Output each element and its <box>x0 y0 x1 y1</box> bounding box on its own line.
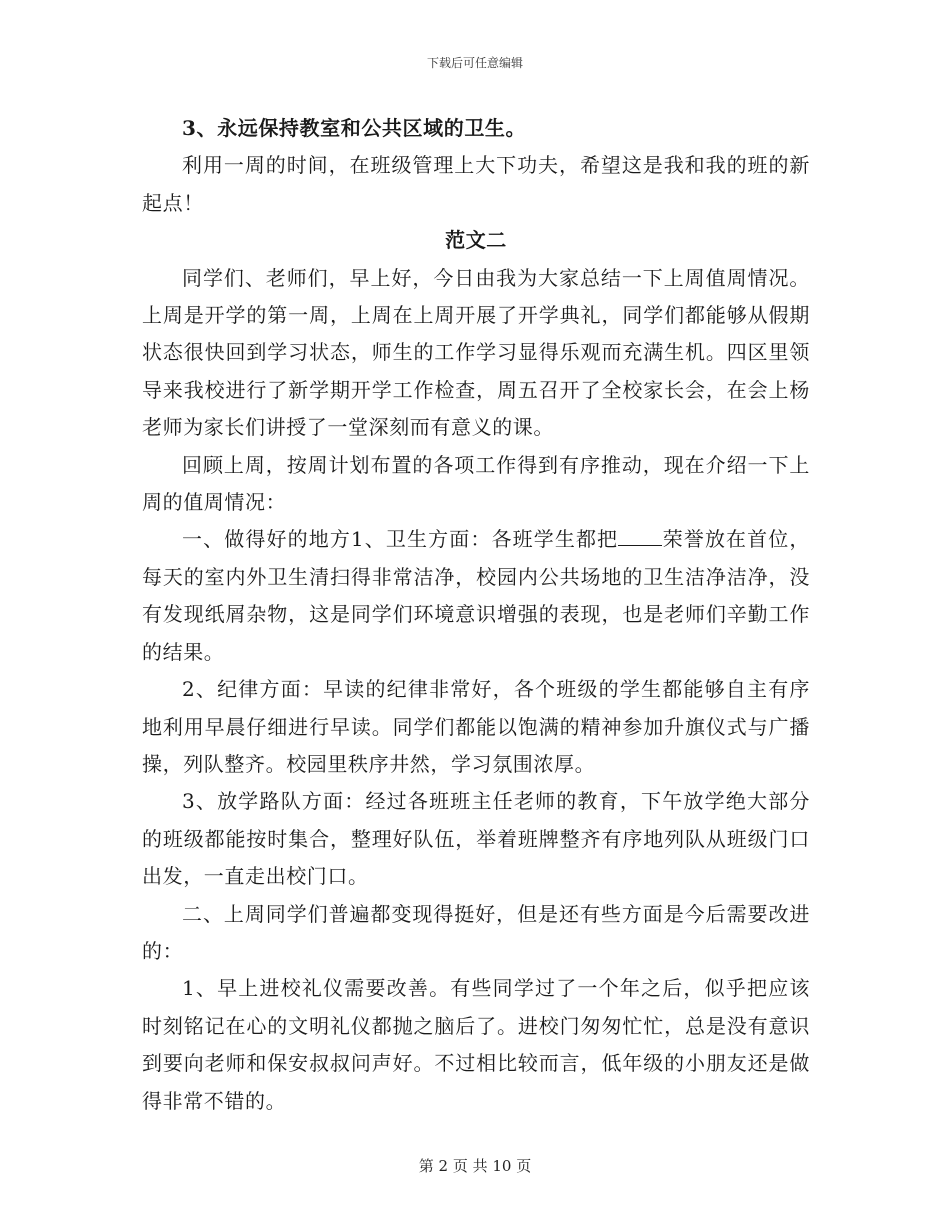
paragraph-intro: 利用一周的时间，在班级管理上大下功夫，希望这是我和我的班的新起点！ <box>142 153 810 215</box>
paragraph-hygiene-part-a: 一、做得好的地方1、卫生方面：各班学生都把 <box>182 527 619 552</box>
header-note: 下载后可任意编辑 <box>426 56 523 70</box>
paragraph-review: 回顾上周，按周计划布置的各项工作得到有序推动，现在介绍一下上周的值周情况： <box>142 452 810 515</box>
section-title: 范文二 <box>445 228 507 253</box>
paragraph-hygiene <box>142 521 810 671</box>
document-body <box>142 110 810 1120</box>
page-number: 第 2 页 共 10 页 <box>418 1157 532 1175</box>
paragraph-etiquette: 1、早上进校礼仪需要改善。有些同学过了一个年之后，似乎把应该时刻铭记在心的文明礼仪都抛之脑后了。进校门匆匆忙忙，总是没有意识到要向老师和保安叔叔问声好。不过相比较而言，低年级的小朋友还是做得非常不错的。 <box>142 976 810 1113</box>
paragraph-hygiene-part-b: 荣誉放在首位，每天的室内外卫生清扫得非常洁净，校园内公共场地的卫生洁净洁净，没有发现纸屑杂物，这是同学们环境意识增强的表现，也是老师们辛勤工作的结果。 <box>142 527 811 664</box>
fill-in-blank <box>618 526 662 546</box>
list-item-heading: 3、永远保持教室和公共区域的卫生。 <box>182 116 527 140</box>
paragraph-discipline: 2、纪律方面：早读的纪律非常好，各个班级的学生都能够自主有序地利用早晨仔细进行早读。同学们都能以饱满的精神参加升旗仪式与广播操，列队整齐。校园里秩序井然，学习氛围浓厚。 <box>142 677 810 776</box>
paragraph-improvements: 二、上周同学们普遍都变现得挺好，但是还有些方面是今后需要改进的： <box>142 901 810 963</box>
paragraph-dismissal: 3、放学路队方面：经过各班班主任老师的教育，下午放学绝大部分的班级都能按时集合，整理好队伍，举着班牌整齐有序地列队从班级门口出发，一直走出校门口。 <box>142 789 810 889</box>
paragraph-opening: 同学们、老师们，早上好，今日由我为大家总结一下上周值周情况。上周是开学的第一周，上周在上周开展了开学典礼，同学们都能够从假期状态很快回到学习状态，师生的工作学习显得乐观而充满生机。四区里领导来我校进行了新学期开学工作检查，周五召开了全校家长会，在会上杨老师为家长们讲授了一堂深刻而有意义的课。 <box>142 265 810 440</box>
